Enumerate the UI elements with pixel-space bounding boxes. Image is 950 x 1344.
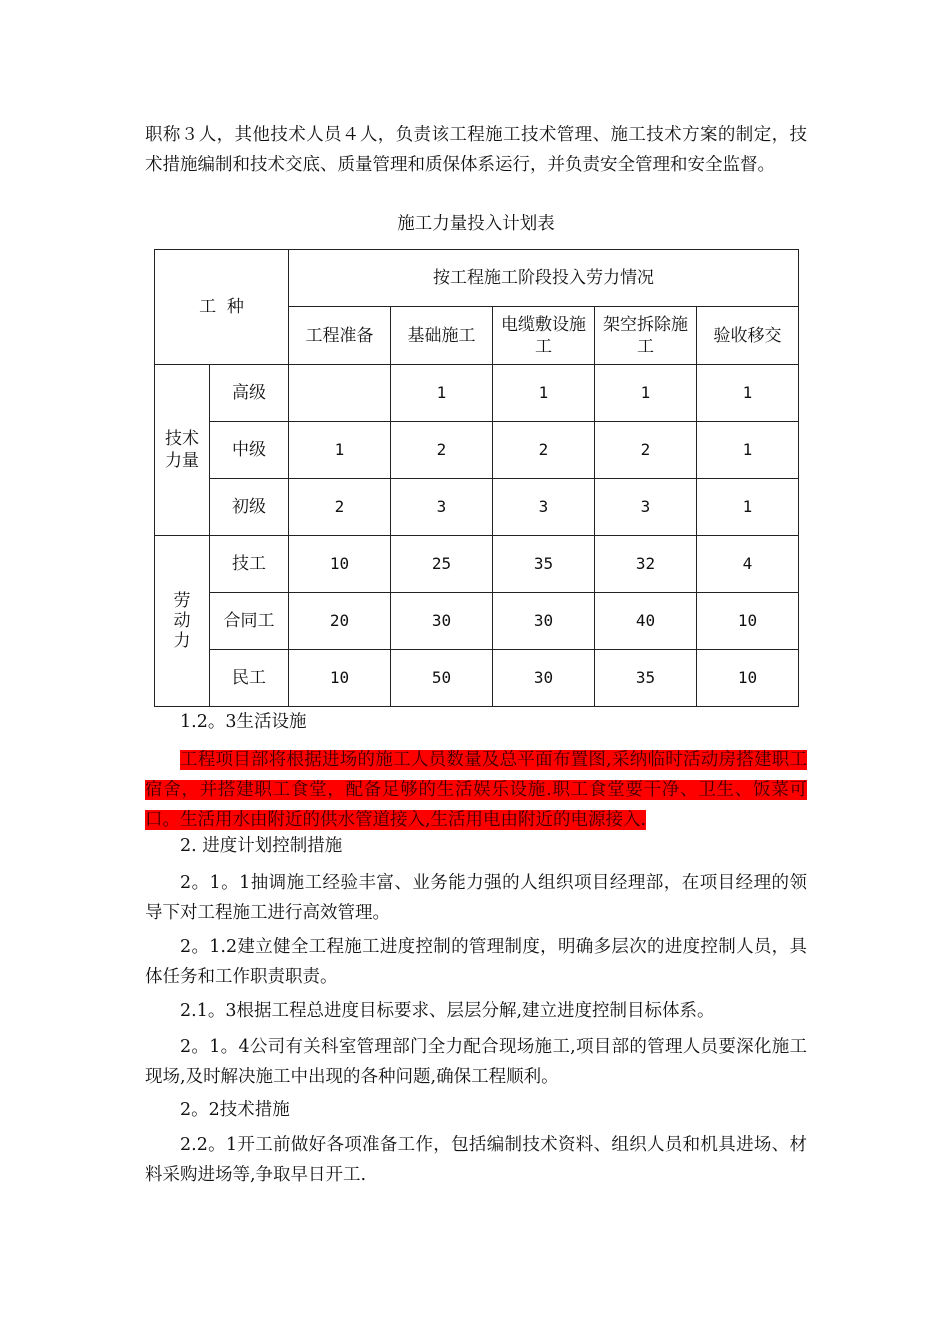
table-cell: 30 xyxy=(391,593,493,650)
table-cell: 1 xyxy=(697,422,799,479)
table-cell: 2 xyxy=(289,479,391,536)
table-cell: 20 xyxy=(289,593,391,650)
table-cell: 30 xyxy=(493,593,595,650)
table-cell: 1 xyxy=(289,422,391,479)
table-caption: 施工力量投入计划表 xyxy=(397,214,555,234)
intro-paragraph: 职称３人，其他技术人员４人，负责该工程施工技术管理、施工技术方案的制定，技术措施编制和技术交底、质量管理和质保体系运行，并负责安全管理和安全监督。 xyxy=(145,125,807,175)
table-cell: 1 xyxy=(697,479,799,536)
group-label-technical: 技术力量 xyxy=(155,365,210,536)
header-work-type: 工 种 xyxy=(155,250,289,365)
table-cell: 10 xyxy=(697,593,799,650)
table-cell: 35 xyxy=(493,536,595,593)
table-cell: 10 xyxy=(289,536,391,593)
paragraph-2-1-1: 2。1。1抽调施工经验丰富、业务能力强的人组织项目经理部，在项目经理的领导下对工程施工进行高效管理。 xyxy=(145,873,807,923)
table-cell: 35 xyxy=(595,650,697,707)
table-cell: 3 xyxy=(391,479,493,536)
row-label: 技工 xyxy=(210,536,289,593)
table-cell: 25 xyxy=(391,536,493,593)
row-label: 中级 xyxy=(210,422,289,479)
paragraph-2-1-3: 2.1。3根据工程总进度目标要求、层层分解,建立进度控制目标体系。 xyxy=(180,1001,715,1021)
row-label: 民工 xyxy=(210,650,289,707)
table-cell xyxy=(289,365,391,422)
paragraph-2-1-2: 2。1.2建立健全工程施工进度控制的管理制度，明确多层次的进度控制人员，具体任务和工作职责职责。 xyxy=(145,937,807,987)
stage-header: 验收移交 xyxy=(697,307,799,365)
table-cell: 10 xyxy=(697,650,799,707)
stage-header: 基础施工 xyxy=(391,307,493,365)
table-cell: 2 xyxy=(391,422,493,479)
table-cell: 40 xyxy=(595,593,697,650)
section-1-2-3-title: 1.2。3生活设施 xyxy=(180,712,307,732)
table-cell: 50 xyxy=(391,650,493,707)
table-cell: 1 xyxy=(697,365,799,422)
table-cell: 10 xyxy=(289,650,391,707)
table-cell: 1 xyxy=(493,365,595,422)
table-cell: 3 xyxy=(493,479,595,536)
table-cell: 30 xyxy=(493,650,595,707)
table-cell: 3 xyxy=(595,479,697,536)
paragraph-2-2-1: 2.2。1开工前做好各项准备工作，包括编制技术资料、组织人员和机具进场、材料采购进场等,争取早日开工. xyxy=(145,1135,807,1185)
section-2-2-title: 2。2技术措施 xyxy=(180,1100,290,1120)
row-label: 高级 xyxy=(210,365,289,422)
section-1-2-3-paragraph xyxy=(145,745,807,835)
table-cell: 1 xyxy=(595,365,697,422)
table-cell: 1 xyxy=(391,365,493,422)
highlighted-text: 工程项目部将根据进场的施工人员数量及总平面布置图,采纳临时活动房搭建职工宿舍，并搭建职工食堂，配备足够的生活娱乐设施.职工食堂要干净、卫生、饭菜可口。生活用水由附近的供水管道接入,生活用电由附近的电源接入. xyxy=(145,750,807,830)
labor-plan-table xyxy=(154,249,799,707)
group-label-labor: 劳动力 xyxy=(155,536,210,707)
table-cell: 32 xyxy=(595,536,697,593)
stage-header: 架空拆除施工 xyxy=(595,307,697,365)
table-cell: 2 xyxy=(595,422,697,479)
section-2-title: 2. 进度计划控制措施 xyxy=(180,836,343,856)
paragraph-2-1-4: 2。1。4公司有关科室管理部门全力配合现场施工,项目部的管理人员要深化施工现场,及时解决施工中出现的各种问题,确保工程顺利。 xyxy=(145,1037,807,1087)
stage-header: 电缆敷设施工 xyxy=(493,307,595,365)
row-label: 初级 xyxy=(210,479,289,536)
table-cell: 2 xyxy=(493,422,595,479)
row-label: 合同工 xyxy=(210,593,289,650)
stage-header: 工程准备 xyxy=(289,307,391,365)
header-stage-investment: 按工程施工阶段投入劳力情况 xyxy=(289,250,799,307)
table-cell: 4 xyxy=(697,536,799,593)
